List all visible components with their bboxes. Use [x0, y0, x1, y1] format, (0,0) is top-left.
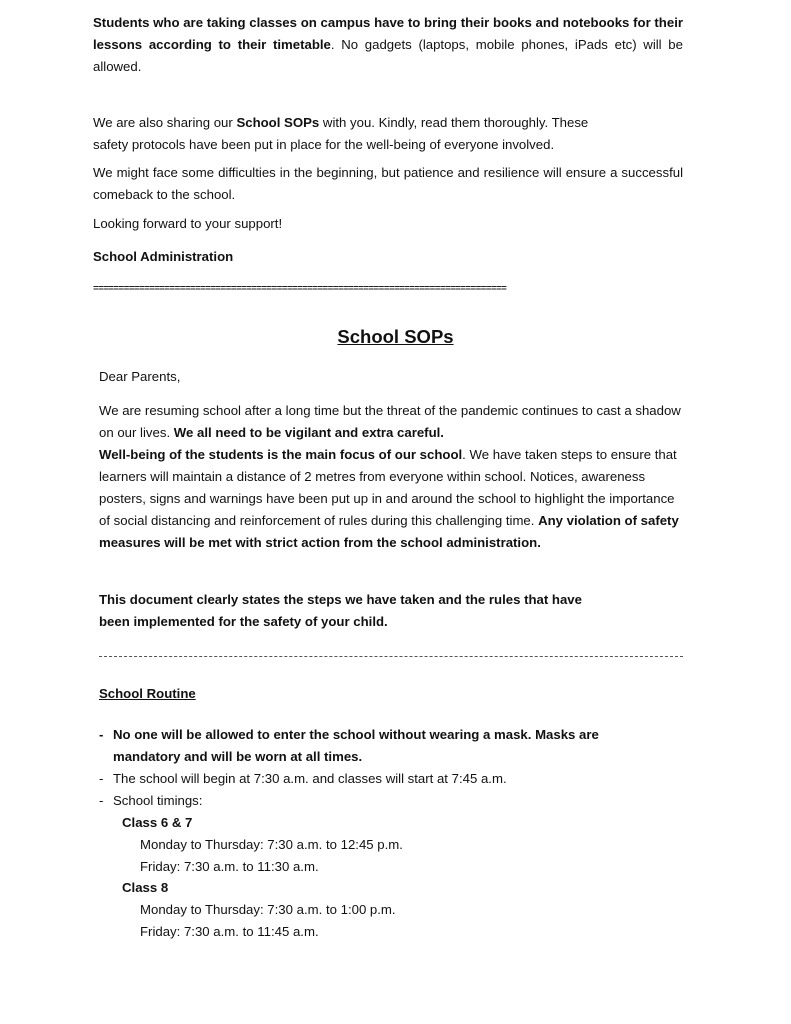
class-name-8: Class 8 — [122, 880, 169, 895]
bullet-dash: - — [99, 727, 104, 742]
section-heading-school-routine: School Routine — [99, 686, 196, 701]
intro-sops-text-b: with you. Kindly, read them thoroughly. These — [319, 115, 589, 130]
sops-vigilant-bold: We all need to be vigilant and extra careful. — [173, 425, 444, 440]
intro-paragraph-comeback: We might face some difficulties in the beginning, but patience and resilience will ensure a successful comeback to the school. — [93, 165, 683, 202]
intro-paragraph-gadgets — [93, 12, 683, 78]
sops-pandemic-text: We are resuming school after a long time but the threat of the pandemic continues to cast a shadow on our lives. — [99, 403, 681, 440]
class-8-mon-thu: Monday to Thursday: 7:30 a.m. to 1:00 p.m. — [140, 902, 396, 917]
separator-equals: ================================================================================= — [93, 283, 507, 294]
school-timings-label: School timings: — [113, 793, 203, 808]
intro-gadgets-notice: . No gadgets (laptops, mobile phones, iPads etc) will be allowed. — [93, 37, 683, 74]
intro-sops-text-a: We are also sharing our — [93, 115, 237, 130]
intro-paragraph-sops — [93, 112, 683, 156]
mask-rule-line1: No one will be allowed to enter the school without wearing a mask. Masks are — [113, 727, 599, 742]
start-time-text: The school will begin at 7:30 a.m. and classes will start at 7:45 a.m. — [113, 771, 507, 786]
list-item-start-time — [99, 768, 507, 790]
class-6-7-mon-thu: Monday to Thursday: 7:30 a.m. to 12:45 p.m. — [140, 837, 403, 852]
class-name-6-7: Class 6 & 7 — [122, 815, 193, 830]
class-8-friday: Friday: 7:30 a.m. to 11:45 a.m. — [140, 924, 319, 939]
bullet-dash: - — [99, 793, 104, 808]
sops-distancing-text: . We have taken steps to ensure that learners will maintain a distance of 2 metres from everyone within school. Notices, awareness posters, signs and warnings have been put up in and around the school to highlight the importance of social distancing and reinforcement of rules during this challenging time. — [99, 447, 677, 528]
intro-paragraph-support: Looking forward to your support! — [93, 216, 283, 231]
sops-paragraph-document — [99, 589, 683, 633]
intro-sops-bold: School SOPs — [236, 115, 320, 130]
list-item-mask-rule — [99, 724, 599, 768]
sops-violation-bold: Any violation of safety measures will be met with strict action from the school administration. — [99, 513, 679, 550]
sops-paragraph-intro — [99, 400, 683, 554]
intro-books-notice: Students who are taking classes on campus have to bring their books and notebooks for their lessons according to their timetable — [93, 15, 683, 52]
sops-document-line2: been implemented for the safety of your child. — [99, 614, 388, 629]
mask-rule-line2: mandatory and will be worn at all times. — [113, 749, 363, 764]
separator-dashed — [99, 656, 683, 657]
bullet-dash: - — [99, 771, 104, 786]
intro-sops-text-c: safety protocols have been put in place for the well-being of everyone involved. — [93, 137, 555, 152]
signature-school-administration: School Administration — [93, 249, 234, 264]
class-6-7-friday: Friday: 7:30 a.m. to 11:30 a.m. — [140, 859, 319, 874]
greeting: Dear Parents, — [99, 369, 181, 384]
sops-document-line1: This document clearly states the steps we have taken and the rules that have — [99, 592, 582, 607]
page-title: School SOPs — [337, 326, 454, 347]
sops-wellbeing-bold: Well-being of the students is the main focus of our school — [99, 447, 463, 462]
list-item-school-timings — [99, 790, 202, 812]
